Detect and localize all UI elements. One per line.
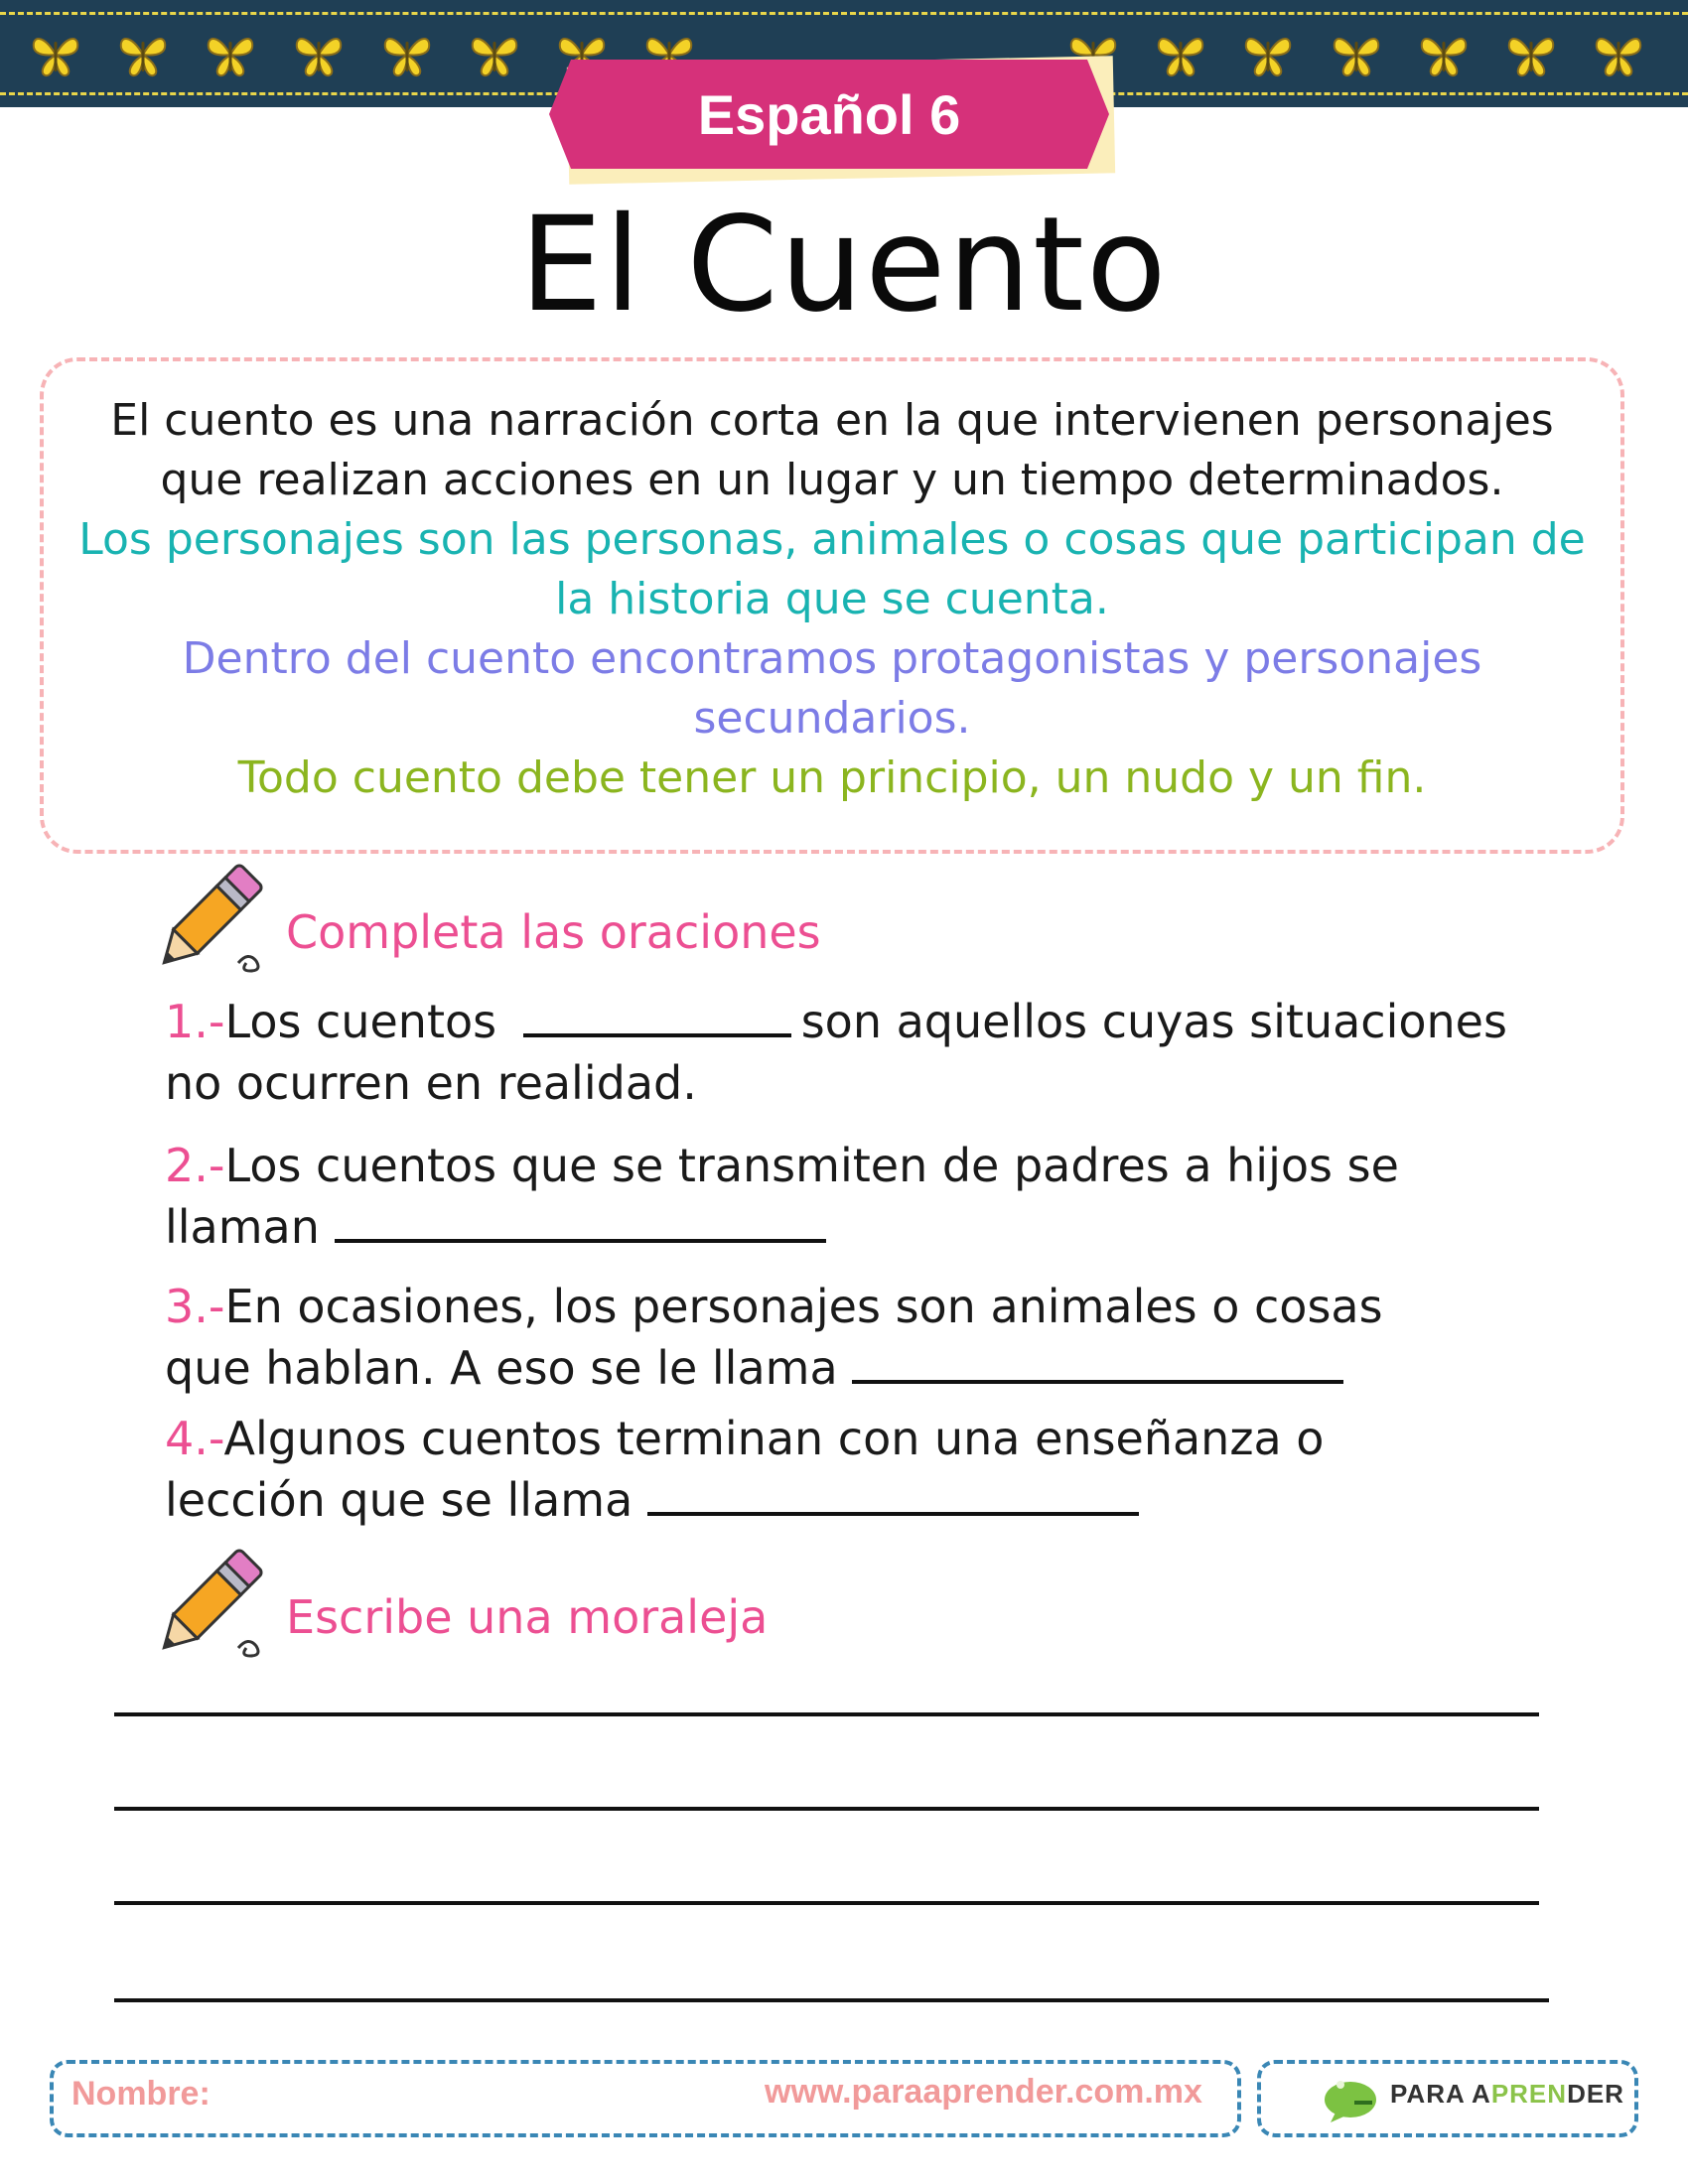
- question-number: 4.-: [165, 1412, 224, 1465]
- question-text: Algunos cuentos terminan con una enseñanza o: [223, 1412, 1325, 1465]
- website-url: www.paraaprender.com.mx: [765, 2073, 1202, 2111]
- question-text: no ocurren en realidad.: [165, 1056, 697, 1110]
- butterfly-icon: [205, 30, 256, 79]
- butterfly-icon: [1155, 30, 1206, 79]
- banner-dashed-line: [0, 12, 1688, 15]
- butterfly-icon: [1593, 30, 1644, 79]
- name-label: Nombre:: [71, 2075, 211, 2113]
- question-number: 1.-: [165, 995, 225, 1048]
- butterfly-icon: [1331, 30, 1382, 79]
- pencil-icon: [139, 864, 268, 983]
- butterfly-icon: [381, 30, 433, 79]
- question-text: son aquellos cuyas situaciones: [800, 995, 1507, 1048]
- butterfly-icon: [1505, 30, 1557, 79]
- butterfly-icon: [30, 30, 81, 79]
- section-title-moral: Escribe una moraleja: [286, 1590, 769, 1644]
- pencil-icon: [139, 1549, 268, 1668]
- question-text: Los cuentos: [224, 995, 511, 1048]
- info-paragraph-definition: El cuento es una narración corta en la que intervienen personajes que realizan acciones en un lugar y un tiempo determinados.: [110, 395, 1554, 505]
- question-text: Los cuentos que se transmiten de padres a hijos se: [224, 1139, 1399, 1192]
- section-title-complete: Completa las oraciones: [286, 905, 821, 959]
- subject-tab-label: Español 6: [697, 82, 961, 146]
- butterfly-icon: [117, 30, 169, 79]
- question-text: lección que se llama: [165, 1473, 647, 1527]
- info-paragraph-protagonists: Dentro del cuento encontramos protagonistas y personajes secundarios.: [182, 633, 1482, 744]
- butterfly-icon: [469, 30, 520, 79]
- info-paragraph-characters: Los personajes son las personas, animales o cosas que participan de la historia que se cuenta.: [78, 514, 1586, 624]
- answer-blank-2[interactable]: [335, 1203, 826, 1243]
- answer-blank-4[interactable]: [647, 1476, 1139, 1516]
- butterfly-icon: [293, 30, 345, 79]
- writing-line[interactable]: [114, 1901, 1539, 1905]
- answer-blank-1[interactable]: [523, 998, 791, 1037]
- question-text: llaman: [165, 1200, 335, 1254]
- writing-line[interactable]: [114, 1807, 1539, 1811]
- answer-blank-3[interactable]: [852, 1344, 1343, 1384]
- butterfly-icon: [1242, 30, 1294, 79]
- question-1: [165, 991, 1507, 1114]
- info-paragraph-structure: Todo cuento debe tener un principio, un nudo y un fin.: [237, 752, 1427, 803]
- question-text: En ocasiones, los personajes son animales o cosas: [224, 1280, 1383, 1333]
- butterfly-icon: [1418, 30, 1470, 79]
- info-box: [40, 357, 1624, 854]
- question-number: 3.-: [165, 1280, 225, 1333]
- page-title: El Cuento: [519, 189, 1169, 341]
- subject-tab: [571, 60, 1087, 169]
- question-text: que hablan. A eso se le llama: [165, 1341, 853, 1395]
- logo-text: PARA APRENDER: [1390, 2079, 1624, 2109]
- writing-line[interactable]: [114, 1712, 1539, 1716]
- writing-line[interactable]: [114, 1998, 1549, 2002]
- question-4: [165, 1408, 1324, 1531]
- question-number: 2.-: [165, 1139, 225, 1192]
- question-2: [165, 1135, 1399, 1258]
- question-3: [165, 1276, 1383, 1399]
